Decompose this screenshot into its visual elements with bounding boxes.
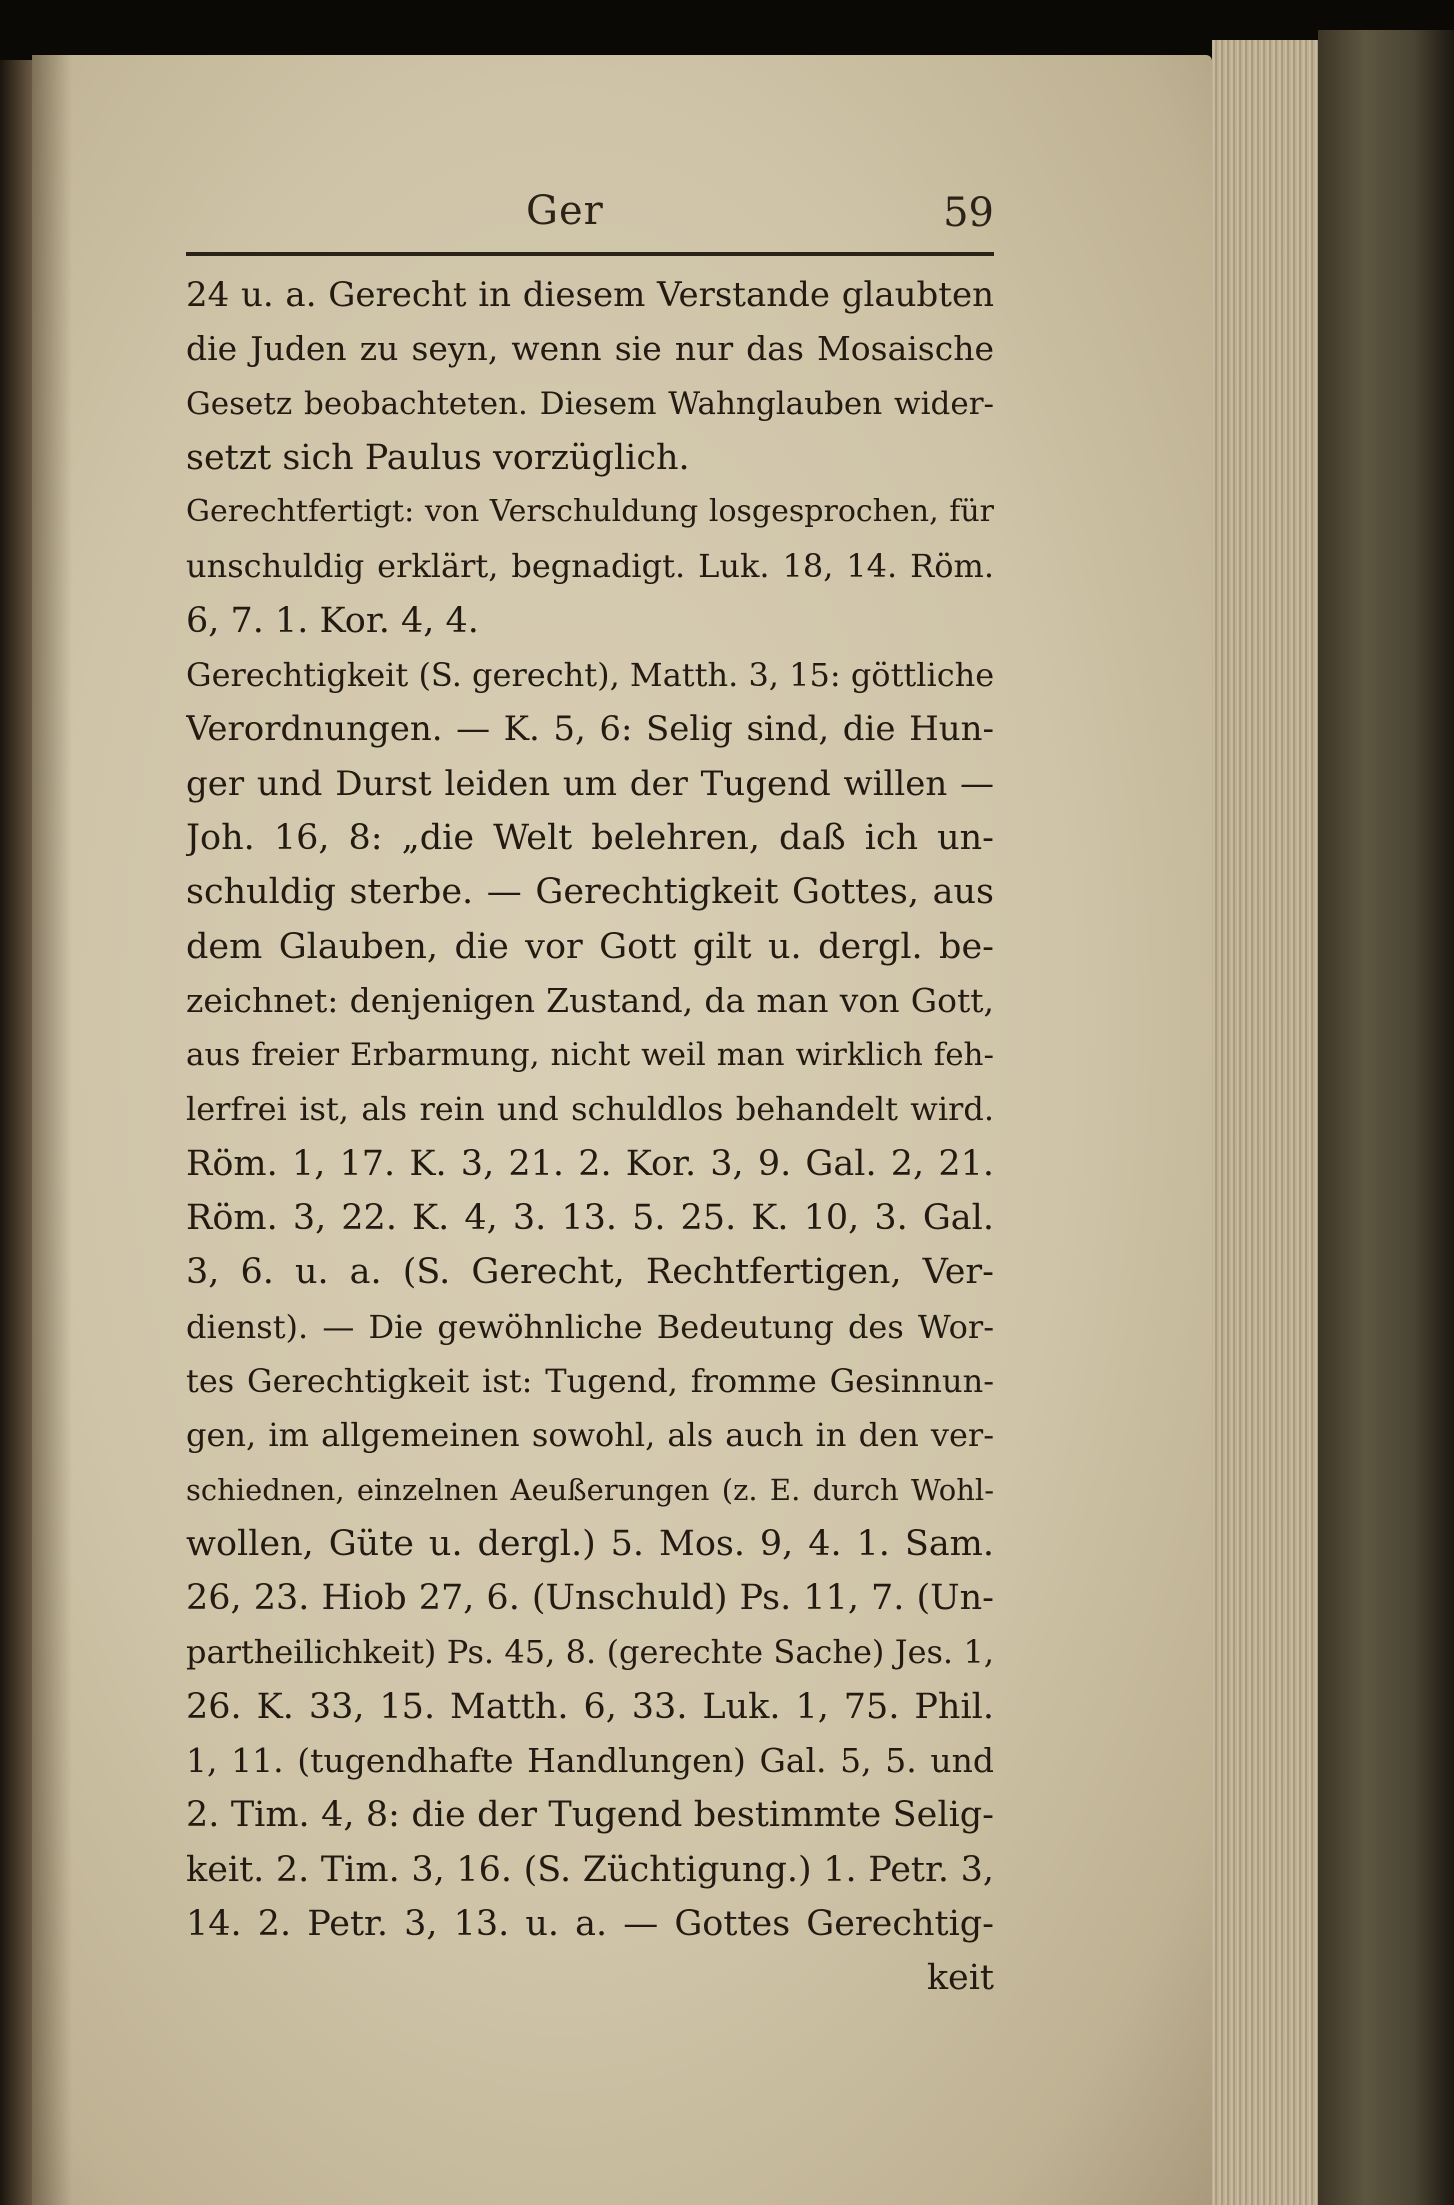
text-line: ger und Durst leiden um der Tugend willen — [186,763,994,804]
page-header [186,188,994,248]
text-line: 2. Tim. 4, 8: die der Tugend bestimmte Selig- [186,1795,994,1836]
text-line: 26, 23. Hiob 27, 6. (Unschuld) Ps. 11, 7. (Un- [186,1578,994,1619]
left-binding-edge [0,60,32,2205]
text-line: tes Gerechtigkeit ist: Tugend, fromme Gesinnun- [186,1361,994,1400]
text-line: gen, im allgemeinen sowohl, als auch in den ver- [186,1416,994,1455]
text-line: Joh. 16, 8: „die Welt belehren, daß ich un- [186,817,994,858]
text-line: aus freier Erbarmung, nicht weil man wirklich feh- [186,1037,994,1074]
page-number: 59 [943,190,994,236]
text-line: lerfrei ist, als rein und schuldlos behandelt wird. [186,1090,994,1129]
text-line: schuldig sterbe. — Gerechtigkeit Gottes, aus [186,872,994,913]
back-cover-edge [1318,30,1454,2205]
text-line: 6, 7. 1. Kor. 4, 4. [186,600,479,641]
text-line: Gesetz beobachteten. Diesem Wahnglauben wider- [186,385,994,422]
text-line: Gerechtfertigt: von Verschuldung losgesprochen, für [186,494,994,530]
text-line: Gerechtigkeit (S. gerecht), Matth. 3, 15: göttliche [186,656,994,695]
header-rule [186,252,994,256]
text-line: dienst). — Die gewöhnliche Bedeutung des Wor- [186,1307,994,1346]
text-line: partheilichkeit) Ps. 45, 8. (gerechte Sache) Jes. 1, [186,1633,994,1672]
text-line: zeichnet: denjenigen Zustand, da man von Gott, [186,980,994,1020]
text-line: 26. K. 33, 15. Matth. 6, 33. Luk. 1, 75. Phil. [186,1686,994,1727]
text-line: 24 u. a. Gerecht in diesem Verstande glaubten [186,275,994,315]
text-line: Röm. 3, 22. K. 4, 3. 13. 5. 25. K. 10, 3. Gal. [186,1198,994,1239]
body-text [186,268,994,2006]
running-head: Ger [526,188,604,234]
text-line: Verordnungen. — K. 5, 6: Selig sind, die Hun- [186,709,994,750]
catchword: keit [926,1958,994,1999]
text-line: keit. 2. Tim. 3, 16. (S. Züchtigung.) 1. Petr. 3, [186,1849,994,1890]
text-line: schiednen, einzelnen Aeußerungen (z. E. durch Wohl- [186,1472,994,1507]
text-line: 3, 6. u. a. (S. Gerecht, Rechtfertigen, Ver- [186,1252,994,1293]
text-line: 14. 2. Petr. 3, 13. u. a. — Gottes Gerechtig- [186,1903,994,1944]
page-stack-edge [1212,40,1332,2205]
text-line: 1, 11. (tugendhafte Handlungen) Gal. 5, 5. und [186,1741,994,1781]
text-line: unschuldig erklärt, begnadigt. Luk. 18, 14. Röm. [186,547,994,586]
text-line: dem Glauben, die vor Gott gilt u. dergl. be- [186,926,994,967]
page-gutter-shadow [32,55,72,2205]
text-line: wollen, Güte u. dergl.) 5. Mos. 9, 4. 1. Sam. [186,1523,994,1564]
text-line: Röm. 1, 17. K. 3, 21. 2. Kor. 3, 9. Gal. 2, 21. [186,1143,994,1184]
text-line: die Juden zu seyn, wenn sie nur das Mosaische [186,329,994,369]
text-line: setzt sich Paulus vorzüglich. [186,437,690,478]
